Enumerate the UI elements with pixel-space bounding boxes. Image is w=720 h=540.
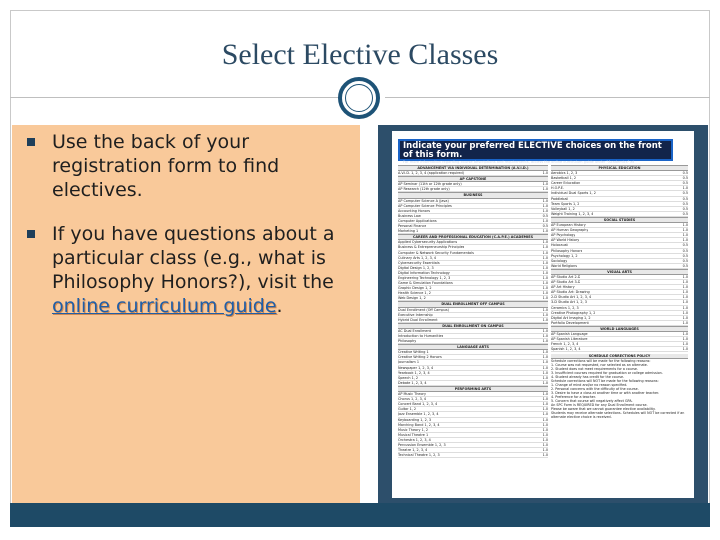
- square-bullet-icon: [27, 230, 35, 238]
- course-credit: 1.0: [542, 171, 548, 176]
- policy-line: 2. Personal concerns with the difficulty of the course.: [551, 387, 639, 392]
- policy-line: 1. Course was not requested, nor selected as an alternate.: [551, 363, 648, 368]
- course-name: AC Dual Enrollment: [398, 328, 431, 333]
- policy-line: Schedule corrections will NOT be made for the following reasons:: [551, 379, 659, 384]
- title-divider-left: [10, 97, 343, 98]
- course-credit: 1.0: [682, 295, 688, 300]
- course-name: Yearbook 1, 2, 3, 4: [398, 370, 430, 375]
- course-credit: 1.0: [542, 422, 548, 427]
- course-name: Health Science 1, 2: [398, 291, 431, 296]
- course-credit: 1.0: [542, 208, 548, 213]
- course-name: AP Music Theory: [398, 392, 426, 397]
- title-divider-right: [385, 97, 710, 98]
- course-credit: 0.5: [682, 176, 688, 181]
- course-credit: 1.0: [542, 380, 548, 385]
- course-name: A.V.I.D. 1, 2, 3, 4 (application required): [398, 171, 464, 176]
- bullet-item: [18, 130, 358, 202]
- form-section-title: DUAL ENROLLMENT ON CAMPUS: [398, 323, 548, 329]
- form-section-title: SOCIAL STUDIES: [551, 217, 688, 223]
- form-section-title: PERFORMING ARTS: [398, 386, 548, 392]
- form-left-column: [398, 165, 548, 458]
- course-credit: 1.0: [542, 218, 548, 223]
- policy-line: Please be aware that we cannot guarantee elective availability.: [551, 407, 656, 412]
- course-name: AP Research (12th grade only): [398, 187, 450, 192]
- course-credit: 1.0: [542, 240, 548, 245]
- course-credit: 1.0: [542, 360, 548, 365]
- course-credit: 1.0: [682, 233, 688, 238]
- course-name: Portfolio Development: [551, 320, 589, 325]
- course-name: Marketing 1: [398, 229, 419, 234]
- course-name: Journalism 1: [398, 360, 419, 365]
- course-credit: 1.0: [542, 355, 548, 360]
- course-name: 2-D Studio Art 1, 2, 3, 4: [551, 295, 592, 300]
- course-name: Team Sports 1, 2: [551, 201, 580, 206]
- course-credit: 0.5: [682, 248, 688, 253]
- course-name: Digital Design 1, 2, 3: [398, 265, 434, 270]
- course-credit: 0.5: [682, 171, 688, 176]
- course-name: Psychology 1, 2: [551, 253, 578, 258]
- course-name: AP Human Geography: [551, 228, 589, 233]
- course-credit: 1.0: [542, 270, 548, 275]
- course-name: Cybersecurity Essentials: [398, 260, 440, 265]
- course-name: AP Studio Art: Drawing: [551, 290, 590, 295]
- course-credit: 1.0: [682, 280, 688, 285]
- course-name: Dual Enrollment (Off Campus): [398, 307, 449, 312]
- form-section-title: VISUAL ARTS: [551, 269, 688, 275]
- course-name: Career Education: [551, 181, 581, 186]
- course-name: AP Spanish Language: [551, 332, 588, 336]
- curriculum-guide-link[interactable]: online curriculum guide: [52, 295, 277, 317]
- form-heading: Indicate your preferred ELECTIVE choices on the front of this form.: [403, 141, 662, 160]
- course-name: Accounting Honors: [398, 208, 431, 213]
- course-credit: 1.0: [542, 339, 548, 344]
- course-credit: 1.0: [682, 285, 688, 290]
- course-credit: 1.0: [542, 417, 548, 422]
- course-credit: 1.0: [542, 275, 548, 280]
- course-name: Culinary Arts 1, 2, 3, 4: [398, 255, 437, 260]
- course-name: Theatre 1, 2, 3, 4: [398, 448, 428, 453]
- course-name: Creative Writing 2 Honors: [398, 355, 442, 360]
- bullet-text: If you have questions about a particular class (e.g., what is Philosophy Honors?), visit the: [52, 223, 335, 293]
- form-section-title: DUAL ENROLLMENT OFF CAMPUS: [398, 301, 548, 307]
- course-name: 3-D Studio Art 1, 2, 3: [551, 300, 587, 305]
- course-credit: 0.5: [682, 191, 688, 196]
- course-name: Volleyball 1, 2: [551, 206, 575, 211]
- course-credit: 1.0: [682, 186, 688, 191]
- course-name: Guitar 1, 2: [398, 407, 417, 412]
- slide-title: Select Elective Classes: [221, 38, 499, 71]
- course-name: AP European History: [551, 223, 586, 228]
- course-credit: 1.0: [682, 274, 688, 279]
- course-credit: 0.5: [682, 206, 688, 211]
- form-subheading: For more information regarding course descriptions and requirements, access the online curriculum guide under "Academics" at: [403, 160, 635, 164]
- course-credit: 1.0: [682, 223, 688, 228]
- course-name: Debate 1, 2, 3, 4: [398, 380, 427, 385]
- form-section-title: LANGUAGE ARTS: [398, 344, 548, 350]
- course-name: H.O.P.E.: [551, 186, 564, 191]
- course-credit: 0.5: [682, 211, 688, 216]
- course-name: World Religions: [551, 263, 578, 268]
- course-credit: 1.0: [542, 392, 548, 397]
- course-credit: 1.0: [682, 228, 688, 233]
- course-name: AP Computer Science A (Java): [398, 198, 449, 203]
- course-credit: 1.0: [682, 320, 688, 325]
- course-name: Percussion Ensemble 1, 2, 3: [398, 442, 446, 447]
- course-credit: 0.5: [682, 243, 688, 248]
- course-credit: 1.0: [542, 375, 548, 380]
- course-name: Spanish 1, 2, 3, 4: [551, 347, 581, 352]
- course-credit: 1.0: [542, 432, 548, 437]
- course-credit: 1.0: [682, 290, 688, 295]
- course-credit: 1.0: [542, 317, 548, 322]
- course-credit: 1.0: [542, 312, 548, 317]
- course-name: Creative Photography 1, 2: [551, 310, 596, 315]
- course-credit: 1.0: [682, 342, 688, 347]
- ring-ornament-inner: [345, 84, 373, 112]
- course-credit: 1.0: [542, 203, 548, 208]
- course-credit: 0.5: [542, 224, 548, 229]
- course-credit: 0.5: [682, 258, 688, 263]
- course-name: AP Computer Science Principles: [398, 203, 452, 208]
- course-credit: 1.0: [682, 332, 688, 336]
- course-credit: 0.5: [682, 181, 688, 186]
- course-name: Business Law: [398, 213, 421, 218]
- bullet-list: [18, 130, 358, 338]
- course-name: AP World History: [551, 238, 580, 243]
- course-name: Applied Cybersecurity Applications: [398, 240, 458, 245]
- course-name: AP Studio Art 2-D: [551, 274, 581, 279]
- form-section-title: WORLD LANGUAGES: [551, 326, 688, 332]
- course-name: Introduction to Humanities: [398, 334, 444, 338]
- form-header: [398, 139, 673, 164]
- course-name: AP Art History: [551, 285, 575, 290]
- course-name: Concert Band 1, 2, 3, 4: [398, 402, 438, 407]
- course-credit: 1.0: [542, 198, 548, 203]
- course-name: Paddleball: [551, 196, 569, 201]
- course-credit: 1.0: [542, 437, 548, 442]
- course-credit: 1.0: [542, 245, 548, 250]
- bullet-suffix: .: [276, 295, 283, 317]
- course-name: Digital Information Technology: [398, 270, 450, 275]
- schedule-policy: [551, 354, 688, 419]
- course-name: Philosophy: [398, 339, 417, 344]
- course-name: Music Theory 1, 2: [398, 427, 429, 432]
- course-credit: 1.0: [682, 305, 688, 310]
- course-name: AP Psychology: [551, 233, 576, 238]
- course-credit: 1.0: [542, 265, 548, 270]
- course-name: Computer & Network Security Fundamentals: [398, 250, 474, 255]
- form-section-title: ADVANCEMENT VIA INDIVIDUAL DETERMINATION (A.V.I.D.): [398, 165, 548, 171]
- course-credit: 1.0: [542, 187, 548, 192]
- course-name: Musical Theatre 1: [398, 432, 429, 437]
- course-name: Ceramics 1, 2, 3: [551, 305, 579, 310]
- course-credit: 1.0: [542, 365, 548, 370]
- course-name: Hybrid Dual Enrollment: [398, 317, 438, 322]
- course-credit: 1.0: [542, 255, 548, 260]
- course-credit: 1.0: [542, 250, 548, 255]
- course-name: Game & Simulation Foundations: [398, 281, 453, 286]
- course-name: AP Seminar (11th or 12th grade only): [398, 182, 462, 187]
- course-name: Basketball 1, 2: [551, 176, 577, 181]
- course-credit: 1.0: [542, 291, 548, 296]
- course-credit: 1.0: [542, 334, 548, 338]
- policy-line: 4. Student already has credit for the course.: [551, 375, 625, 380]
- course-name: AP Studio Art 3-D: [551, 280, 581, 285]
- course-credit: 1.0: [542, 427, 548, 432]
- course-name: Speech 1, 2: [398, 375, 419, 380]
- course-credit: 1.0: [542, 412, 548, 417]
- course-name: Business & Entrepreneurship Principles: [398, 245, 465, 250]
- policy-line: 2. Student does not meet requirements for a course.: [551, 367, 639, 372]
- bullet-item: [18, 222, 358, 318]
- course-name: French 1, 2, 3, 4: [551, 342, 579, 347]
- course-credit: 1.0: [682, 238, 688, 243]
- registration-form-image: [392, 131, 694, 498]
- course-name: Digital Art Imaging 1, 2: [551, 315, 591, 320]
- course-name: Orchestra 1, 2, 3, 4: [398, 437, 431, 442]
- policy-line: 4. Preference for a teacher.: [551, 395, 596, 400]
- course-credit: 1.0: [542, 350, 548, 355]
- course-name: Holocaust: [551, 243, 568, 248]
- course-credit: 1.0: [542, 407, 548, 412]
- course-credit: 1.0: [542, 296, 548, 301]
- course-credit: 1.0: [682, 347, 688, 352]
- course-name: Marching Band 1, 2, 3, 4: [398, 422, 440, 427]
- policy-line: 5. Concern that course will negatively affect GPA.: [551, 399, 633, 404]
- course-name: Weight Training 1, 2, 3, 4: [551, 211, 594, 216]
- course-credit: 1.0: [682, 300, 688, 305]
- bullet-text: Use the back of your registration form to find electives.: [52, 131, 280, 201]
- course-name: Computer Applications: [398, 218, 437, 223]
- course-name: Aerobics 1, 2, 3: [551, 171, 578, 176]
- course-credit: 1.0: [542, 260, 548, 265]
- policy-line: Students may receive alternate selections. Schedules will NOT be corrected if an alternate elective choice is received.: [551, 411, 685, 420]
- course-name: AP Spanish Literature: [551, 337, 588, 342]
- course-credit: 0.5: [682, 253, 688, 258]
- course-credit: 1.0: [682, 310, 688, 315]
- form-section-title: PHYSICAL EDUCATION: [551, 165, 688, 171]
- course-name: Executive Internship: [398, 312, 433, 317]
- course-name: Chorus 1, 2, 3, 4: [398, 397, 427, 402]
- course-name: Personal Finance: [398, 224, 427, 229]
- course-credit: 1.0: [542, 328, 548, 333]
- form-right-column: [551, 165, 688, 419]
- policy-line: 3. Insufficient courses required for graduation or college admission.: [551, 371, 663, 376]
- policy-line: 1. Change of mind and/or no reason specified.: [551, 383, 628, 388]
- course-credit: 1.0: [542, 286, 548, 291]
- form-section-title: AP CAPSTONE: [398, 176, 548, 182]
- course-credit: 1.0: [542, 229, 548, 234]
- square-bullet-icon: [27, 138, 35, 146]
- course-credit: 0.5: [682, 263, 688, 268]
- course-name: Creative Writing 1: [398, 350, 429, 355]
- course-credit: 1.0: [542, 307, 548, 312]
- form-section-title: BUSINESS: [398, 192, 548, 198]
- course-credit: 1.0: [542, 453, 548, 458]
- course-row: [398, 453, 548, 458]
- policy-line: An SPC Form is REQUIRED for any Dual Enrollment course.: [551, 403, 648, 408]
- course-credit: 1.0: [542, 182, 548, 187]
- policy-title: SCHEDULE CORRECTIONS POLICY: [551, 354, 688, 359]
- course-credit: 1.0: [542, 442, 548, 447]
- course-credit: 1.0: [542, 281, 548, 286]
- form-section-title: CAREER AND PROFESSIONAL EDUCATION (C.A.P.E.) ACADEMIES: [398, 234, 548, 240]
- course-name: Newspaper 1, 2, 3, 4: [398, 365, 434, 370]
- course-credit: 1.0: [542, 397, 548, 402]
- course-name: Engineering Technology 1, 2, 3: [398, 275, 451, 280]
- policy-line: 3. Desire to have a class at another time or with another teacher.: [551, 391, 660, 396]
- course-credit: 1.0: [542, 402, 548, 407]
- course-name: Individual Dual Sports 1, 2: [551, 191, 596, 196]
- course-name: Technical Theatre 1, 2, 3: [398, 453, 440, 458]
- course-credit: 1.0: [682, 337, 688, 342]
- course-row: [551, 347, 688, 352]
- course-credit: 0.5: [682, 201, 688, 206]
- course-credit: 1.0: [542, 448, 548, 453]
- course-name: Philosophy Honors: [551, 248, 583, 253]
- policy-line: Schedule corrections will be made for the following reasons:: [551, 359, 651, 364]
- course-name: Jazz Ensemble 1, 2, 3, 4: [398, 412, 439, 417]
- course-name: Graphic Design 1, 2: [398, 286, 432, 291]
- course-credit: 0.5: [542, 213, 548, 218]
- course-credit: 1.0: [682, 315, 688, 320]
- footer-bar: [10, 503, 710, 527]
- course-credit: 1.0: [542, 370, 548, 375]
- course-credit: 0.5: [682, 196, 688, 201]
- course-name: Web Design 1, 2: [398, 296, 426, 301]
- course-name: Keyboarding 1, 2, 3: [398, 417, 432, 422]
- course-name: Sociology: [551, 258, 568, 263]
